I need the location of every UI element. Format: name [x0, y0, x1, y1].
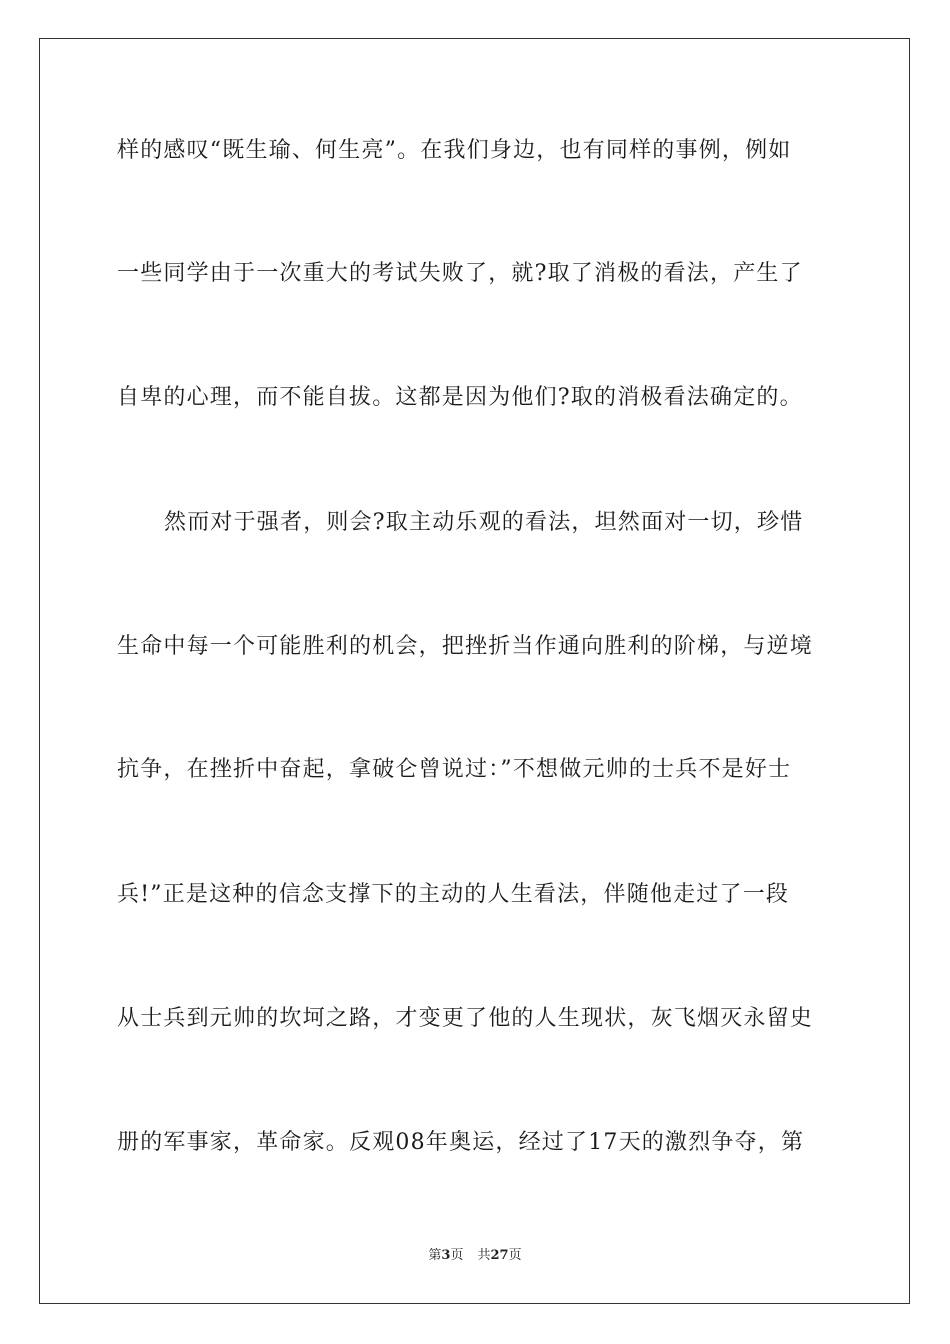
- text-line-1: 样的感叹“既生瑜、何生亮”。在我们身边，也有同样的事例，例如: [117, 138, 792, 163]
- page-footer: [0, 1247, 950, 1265]
- total-pages: 27: [490, 1248, 509, 1263]
- page-number: 3: [441, 1248, 451, 1263]
- text-line-2: 一些同学由于一次重大的考试失败了，就?取了消极的看法，产生了: [117, 261, 803, 286]
- page-suffix: 页: [450, 1248, 464, 1263]
- page-prefix: 第: [428, 1248, 442, 1263]
- text-line-3: 自卑的心理，而不能自拔。这都是因为他们?取的消极看法确定的。: [117, 385, 803, 410]
- total-suffix: 页: [508, 1248, 522, 1263]
- text-line-9: 册的军事家，革命家。反观08年奥运，经过了17天的激烈争夺，第: [117, 1130, 805, 1155]
- total-prefix: 共: [477, 1248, 491, 1263]
- text-line-6: 抗争，在挫折中奋起，拿破仑曾说过：”不想做元帅的士兵不是好士: [117, 757, 792, 782]
- text-line-4-paragraph-start: 然而对于强者，则会?取主动乐观的看法，坦然面对一切，珍惜: [164, 510, 804, 535]
- text-line-7: 兵!”正是这种的信念支撑下的主动的人生看法，伴随他走过了一段: [117, 882, 790, 907]
- page-border: [39, 38, 910, 1304]
- text-line-5: 生命中每一个可能胜利的机会，把挫折当作通向胜利的阶梯，与逆境: [117, 634, 814, 659]
- text-line-8: 从士兵到元帅的坎坷之路，才变更了他的人生现状，灰飞烟灭永留史: [117, 1006, 814, 1031]
